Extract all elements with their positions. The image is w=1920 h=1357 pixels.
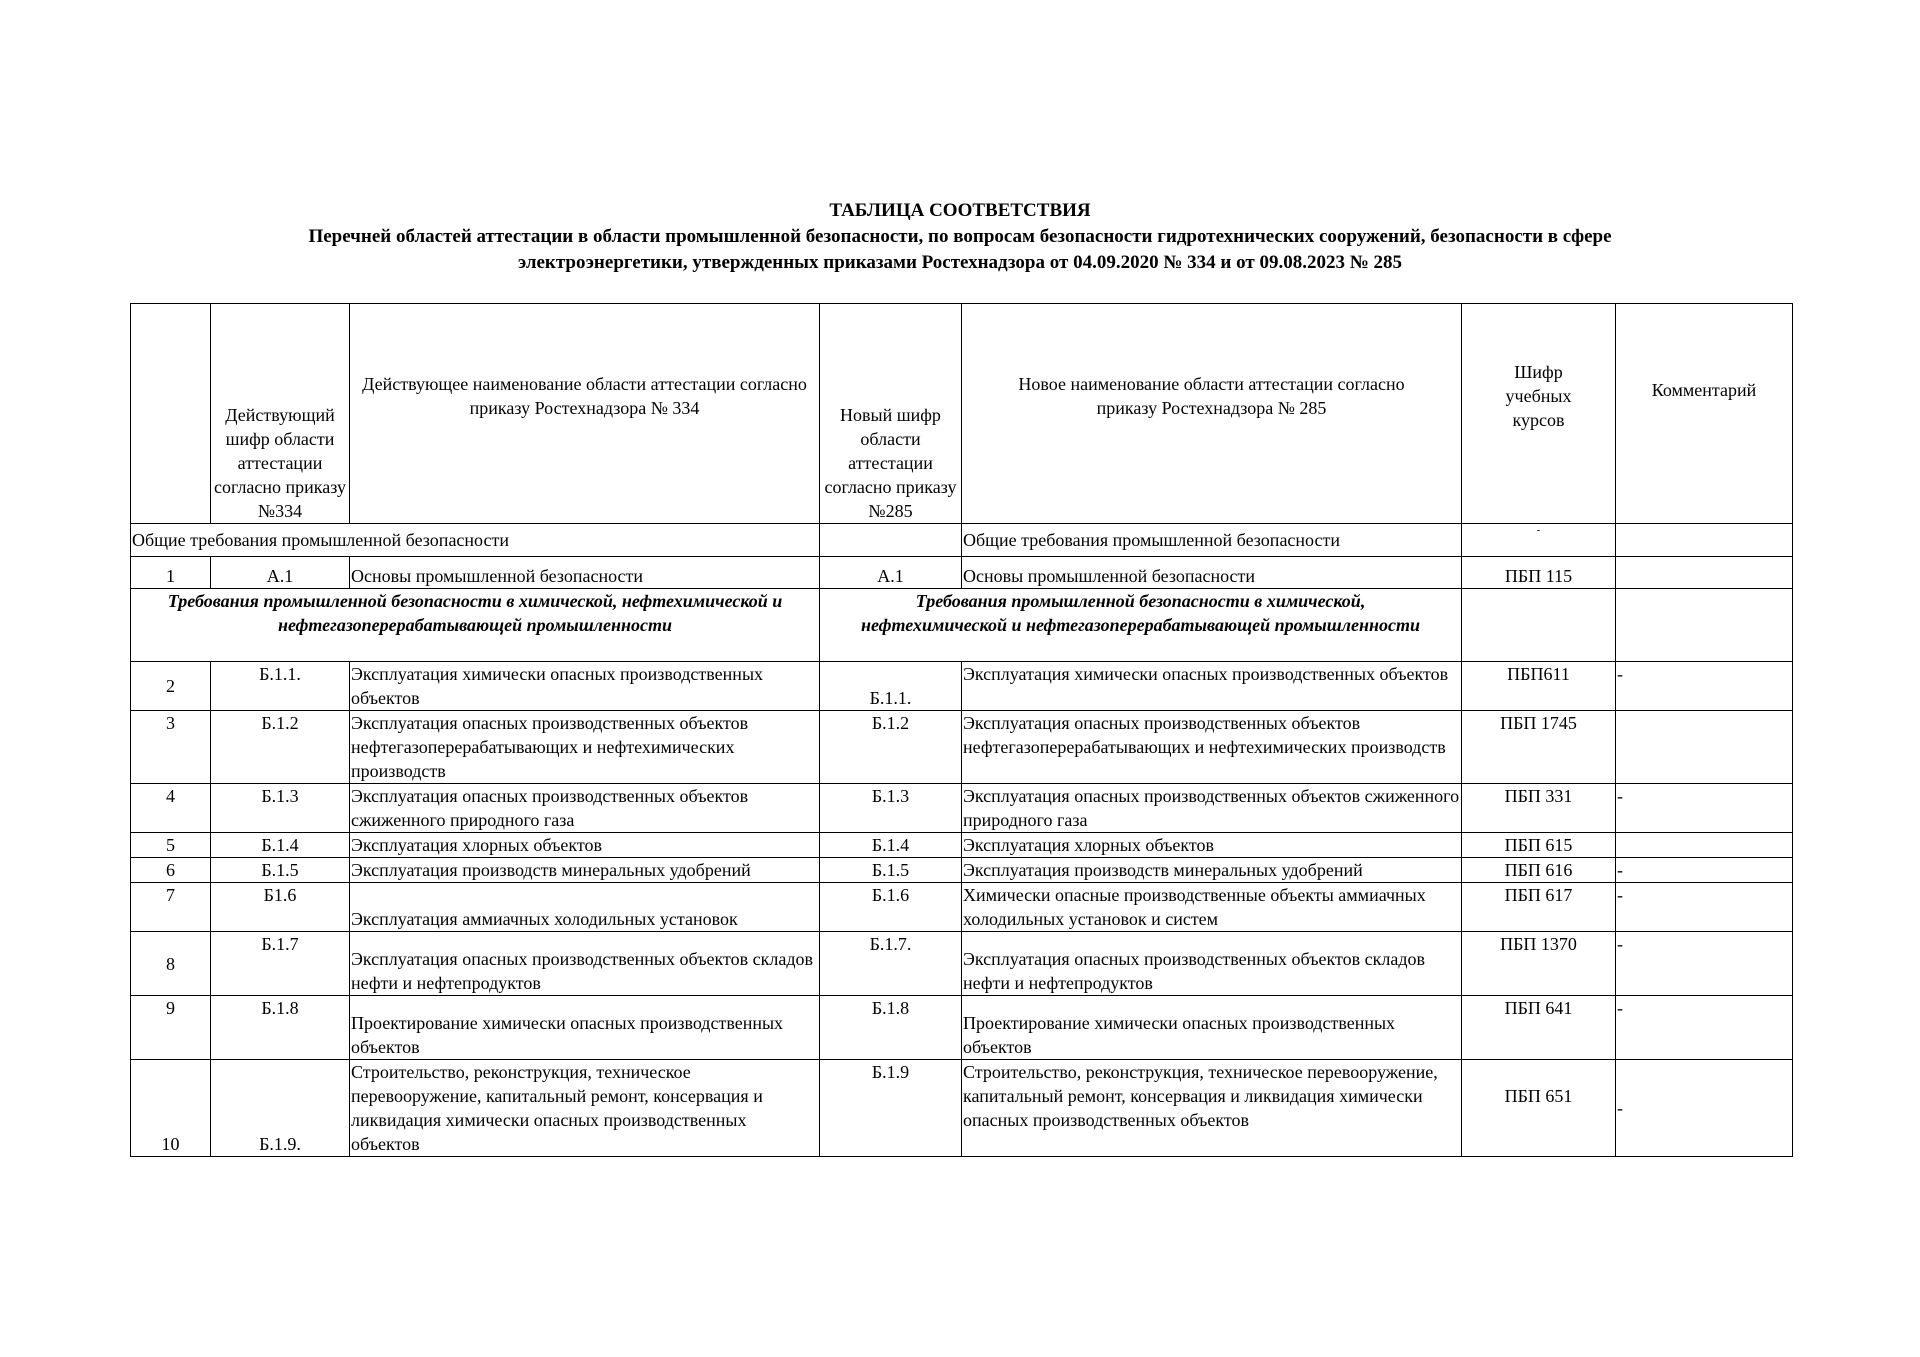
table-row: [131, 784, 1793, 833]
section-general-course: -: [1462, 524, 1616, 557]
title-line-3: электроэнергетики, утвержденных приказами Ростехнадзора от 04.09.2020 № 334 и от 09.08.2023 № 285: [517, 252, 1403, 273]
row-comment: -: [1616, 932, 1793, 996]
row-current-name: Эксплуатация химически опасных производственных объектов: [350, 662, 820, 711]
table-row: [131, 833, 1793, 858]
table-row: [131, 711, 1793, 784]
section-chemical-left: Требования промышленной безопасности в химической, нефтехимической и нефтегазоперерабатывающей промышленности: [131, 589, 820, 662]
row-current-code: Б.1.5: [211, 858, 350, 883]
row-num: 10: [131, 1060, 211, 1157]
row-new-code: Б.1.6: [820, 883, 962, 932]
section-general-comment: [1616, 524, 1793, 557]
header-new-code: Новый шифр области аттестации согласно приказу №285: [820, 304, 962, 524]
header-course: [1462, 304, 1616, 524]
row-current-name: Эксплуатация опасных производственных объектов складов нефти и нефтепродуктов: [350, 932, 820, 996]
row-current-name: Проектирование химически опасных производственных объектов: [350, 996, 820, 1060]
row-comment: -: [1616, 1060, 1793, 1157]
row-current-code: А.1: [211, 557, 350, 589]
table-row: [131, 932, 1793, 996]
row-new-name: Эксплуатация производств минеральных удобрений: [962, 858, 1462, 883]
table-row: [131, 662, 1793, 711]
row-current-name: Эксплуатация аммиачных холодильных установок: [350, 883, 820, 932]
row-current-code: Б.1.7: [211, 932, 350, 996]
header-comment: [1616, 304, 1793, 524]
row-course: ПБП 651: [1462, 1060, 1616, 1157]
row-num: 3: [131, 711, 211, 784]
section-chemical-right: Требования промышленной безопасности в химической, нефтехимической и нефтегазоперерабатывающей промышленности: [820, 589, 1462, 662]
row-current-code: Б.1.2: [211, 711, 350, 784]
row-current-name: Эксплуатация опасных производственных объектов нефтегазоперерабатывающих и нефтехимических производств: [350, 711, 820, 784]
row-current-name: Эксплуатация хлорных объектов: [350, 833, 820, 858]
row-new-code: Б.1.2: [820, 711, 962, 784]
table-row: [131, 858, 1793, 883]
row-num: 1: [131, 557, 211, 589]
section-row-chemical: [131, 589, 1793, 662]
document-title: [130, 198, 1790, 276]
row-num: 4: [131, 784, 211, 833]
row-current-name: Строительство, реконструкция, техническое перевооружение, капитальный ремонт, консервация и ликвидация химически опасных производственных объектов: [350, 1060, 820, 1157]
row-current-name: Эксплуатация опасных производственных объектов сжиженного природного газа: [350, 784, 820, 833]
table-row: [131, 996, 1793, 1060]
row-new-code: Б.1.5: [820, 858, 962, 883]
section-general-empty: [820, 524, 962, 557]
row-course: ПБП 1745: [1462, 711, 1616, 784]
correspondence-table: [130, 303, 1793, 1157]
row-comment: [1616, 833, 1793, 858]
row-new-name: Эксплуатация хлорных объектов: [962, 833, 1462, 858]
row-num: 9: [131, 996, 211, 1060]
row-new-name: Строительство, реконструкция, техническое перевооружение, капитальный ремонт, консервация и ликвидация химически опасных производственных объектов: [962, 1060, 1462, 1157]
row-new-name: Основы промышленной безопасности: [962, 557, 1462, 589]
row-comment: -: [1616, 996, 1793, 1060]
row-current-code: Б.1.3: [211, 784, 350, 833]
row-current-name: Основы промышленной безопасности: [350, 557, 820, 589]
header-current-code: Действующий шифр области аттестации согласно приказу №334: [211, 304, 350, 524]
section-chemical-course: [1462, 589, 1616, 662]
row-comment: -: [1616, 883, 1793, 932]
header-current-name-text: Действующее наименование области аттестации согласно приказу Ростехнадзора № 334: [362, 373, 807, 418]
row-course: ПБП 1370: [1462, 932, 1616, 996]
row-new-code: А.1: [820, 557, 962, 589]
section-general-left: Общие требования промышленной безопасности: [131, 524, 820, 557]
row-comment: -: [1616, 858, 1793, 883]
table-row: [131, 1060, 1793, 1157]
row-comment: [1616, 711, 1793, 784]
row-course: ПБП 641: [1462, 996, 1616, 1060]
section-chemical-comment: [1616, 589, 1793, 662]
row-new-name: Химически опасные производственные объекты аммиачных холодильных установок и систем: [962, 883, 1462, 932]
header-comment-text: Комментарий: [1651, 379, 1757, 400]
row-current-code: Б.1.1.: [211, 662, 350, 711]
row-new-name: Проектирование химически опасных производственных объектов: [962, 996, 1462, 1060]
header-row: [131, 304, 1793, 524]
table-row: [131, 557, 1793, 589]
row-comment: -: [1616, 662, 1793, 711]
row-current-code: Б.1.8: [211, 996, 350, 1060]
row-num: 2: [131, 662, 211, 711]
row-current-code: Б1.6: [211, 883, 350, 932]
row-new-code: Б.1.9: [820, 1060, 962, 1157]
row-new-name: Эксплуатация химически опасных производственных объектов: [962, 662, 1462, 711]
row-num: 8: [131, 932, 211, 996]
row-comment: [1616, 557, 1793, 589]
header-course-text: Шифр учебных курсов: [1505, 361, 1572, 430]
row-course: ПБП 616: [1462, 858, 1616, 883]
section-row-general: [131, 524, 1793, 557]
row-course: ПБП 331: [1462, 784, 1616, 833]
row-new-name: Эксплуатация опасных производственных объектов сжиженного природного газа: [962, 784, 1462, 833]
header-new-name-text: Новое наименование области аттестации согласно приказу Ростехнадзора № 285: [1018, 373, 1405, 418]
section-general-right: Общие требования промышленной безопасности: [962, 524, 1462, 557]
row-course: ПБП 115: [1462, 557, 1616, 589]
title-line-2: Перечней областей аттестации в области промышленной безопасности, по вопросам безопасности гидротехнических сооружений, безопасности в сфере: [308, 226, 1612, 247]
row-new-code: Б.1.3: [820, 784, 962, 833]
row-new-code: Б.1.4: [820, 833, 962, 858]
row-course: ПБП 615: [1462, 833, 1616, 858]
row-num: 6: [131, 858, 211, 883]
header-current-name: [350, 304, 820, 524]
row-new-name: Эксплуатация опасных производственных объектов нефтегазоперерабатывающих и нефтехимических производств: [962, 711, 1462, 784]
row-num: 7: [131, 883, 211, 932]
row-current-code: Б.1.4: [211, 833, 350, 858]
header-num: [131, 304, 211, 524]
row-new-code: Б.1.1.: [820, 662, 962, 711]
row-course: ПБП611: [1462, 662, 1616, 711]
row-num: 5: [131, 833, 211, 858]
row-new-code: Б.1.7.: [820, 932, 962, 996]
header-new-name: [962, 304, 1462, 524]
row-new-name: Эксплуатация опасных производственных объектов складов нефти и нефтепродуктов: [962, 932, 1462, 996]
row-comment: -: [1616, 784, 1793, 833]
row-current-code: Б.1.9.: [211, 1060, 350, 1157]
row-new-code: Б.1.8: [820, 996, 962, 1060]
row-current-name: Эксплуатация производств минеральных удобрений: [350, 858, 820, 883]
title-line-1: ТАБЛИЦА СООТВЕТСТВИЯ: [829, 200, 1091, 221]
table-row: [131, 883, 1793, 932]
row-course: ПБП 617: [1462, 883, 1616, 932]
